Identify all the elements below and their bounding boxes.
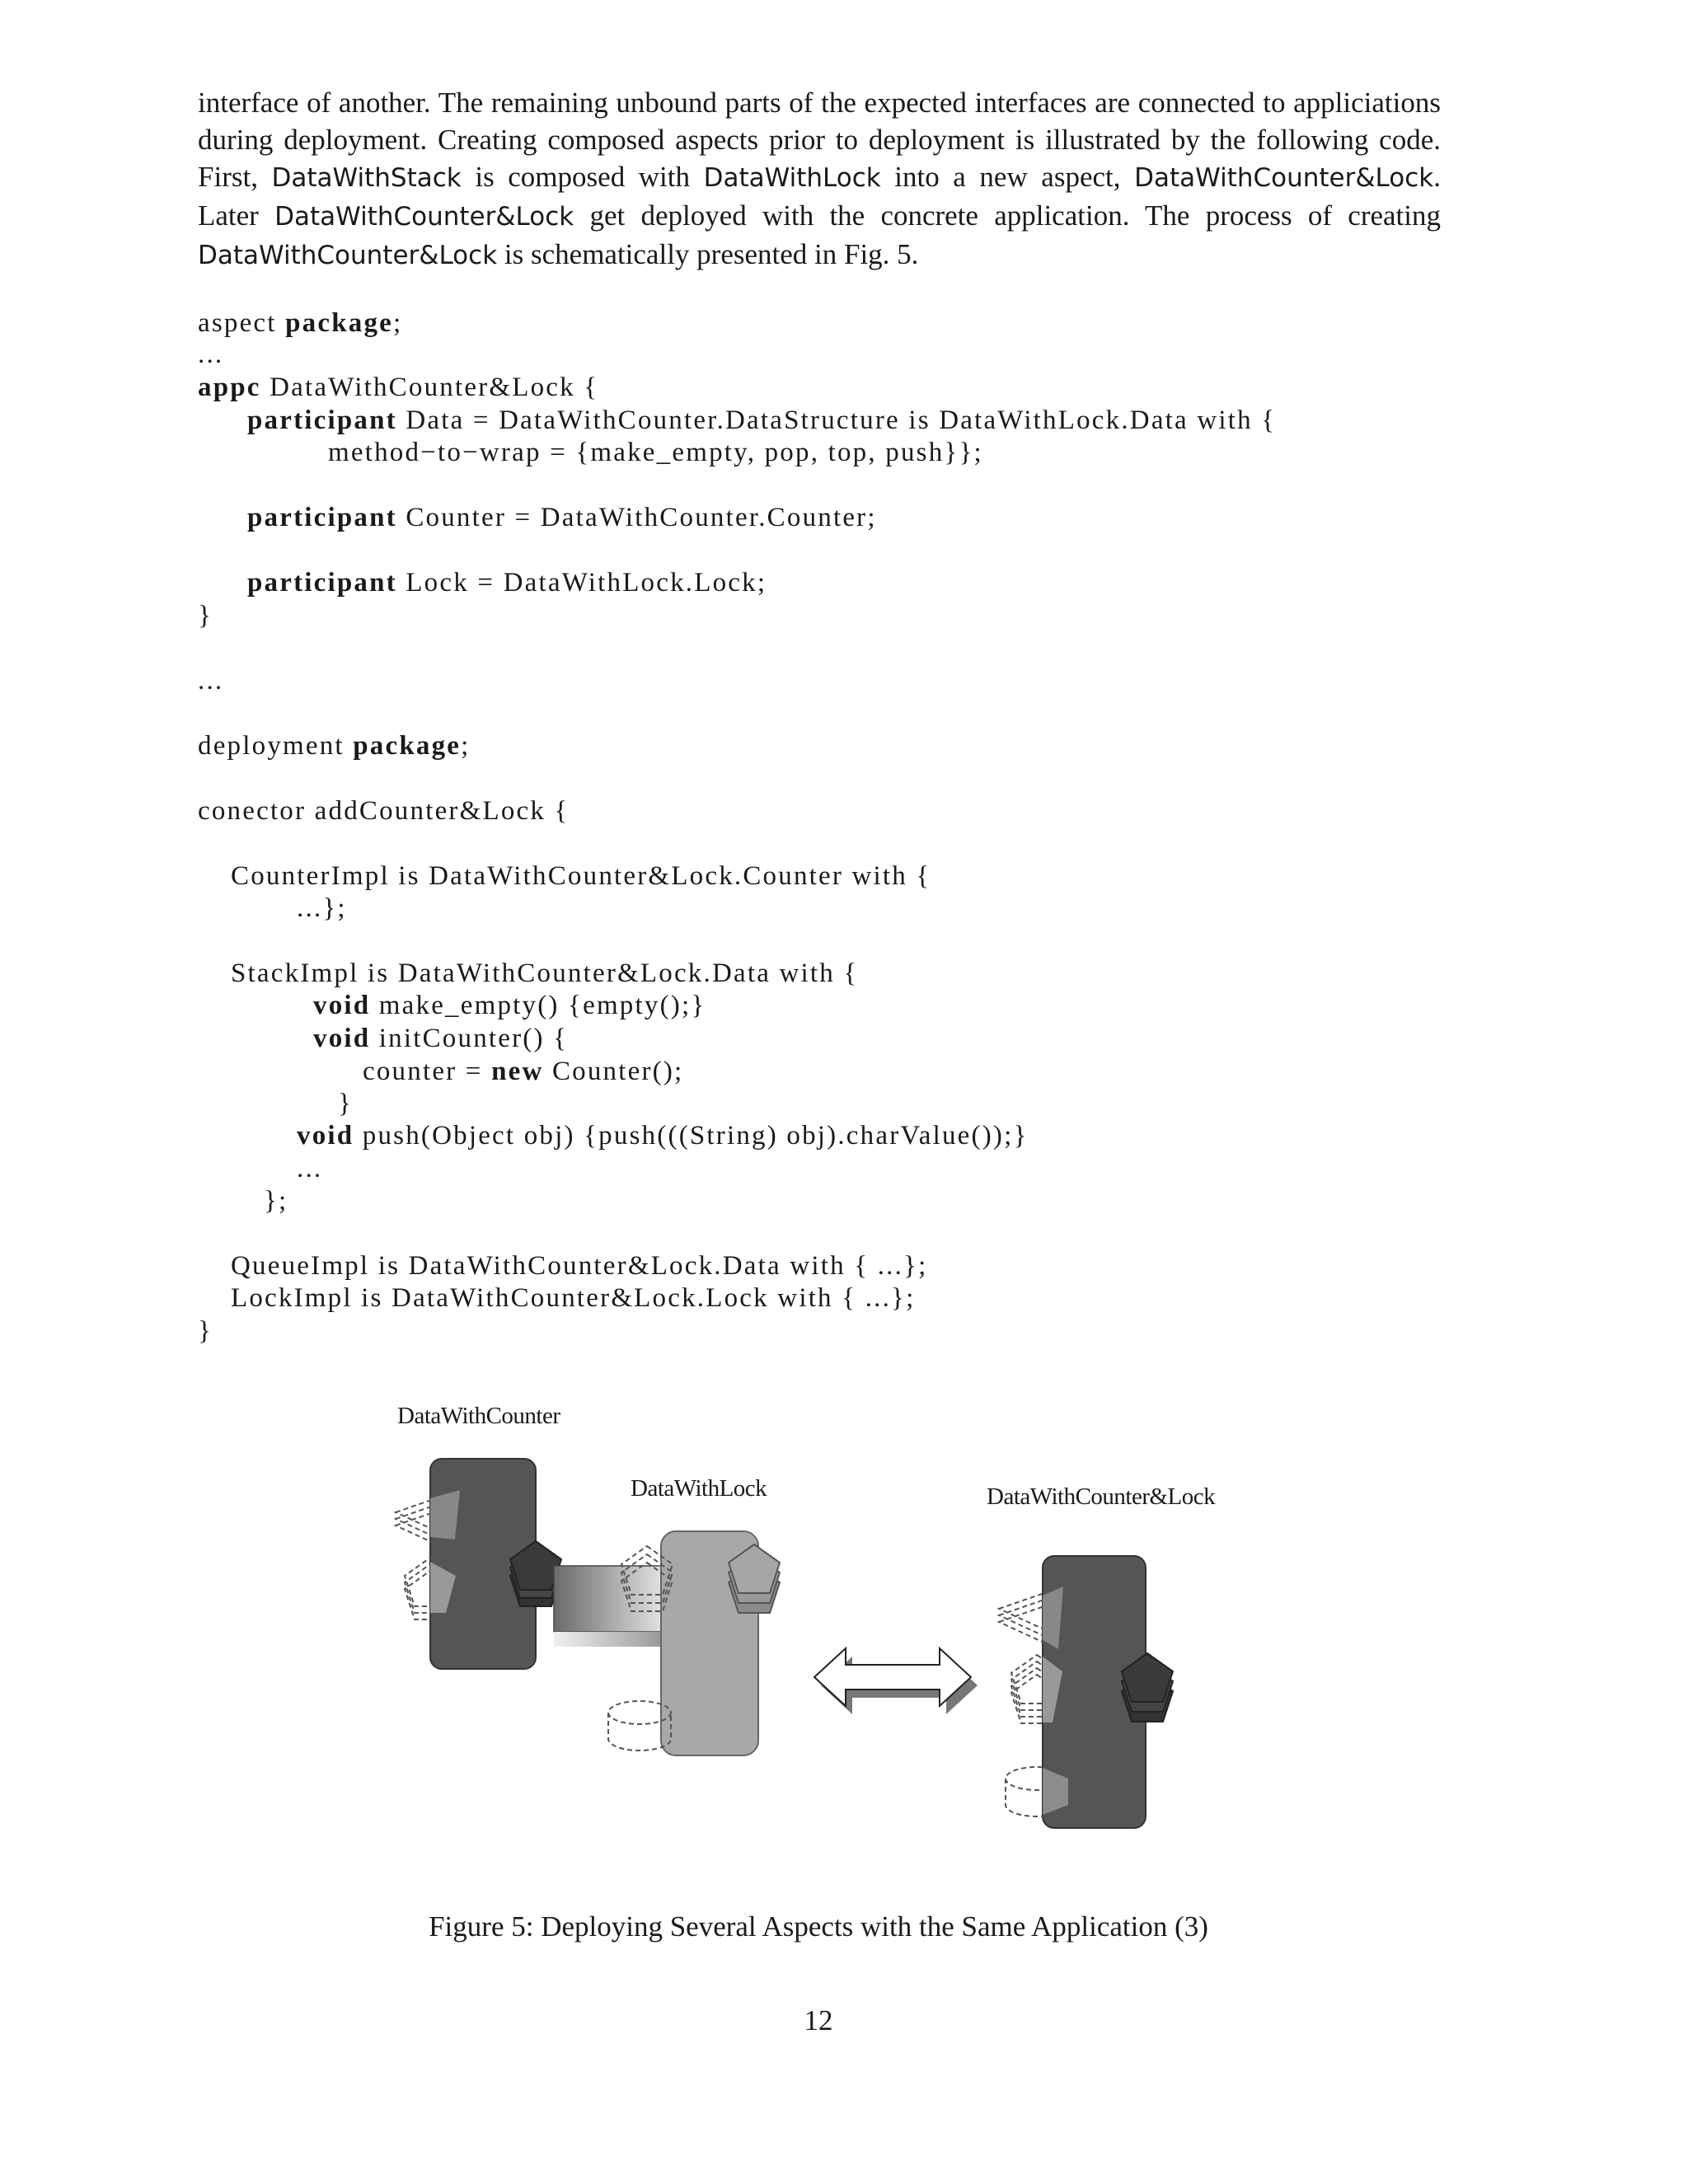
code-line: aspect package; <box>198 308 403 338</box>
composition-connector <box>554 1566 661 1632</box>
code-line: QueueImpl is DataWithCounter&Lock.Data with { ...}; <box>231 1251 928 1281</box>
identifier: DataWithCounter&Lock <box>198 241 498 270</box>
code-line: } <box>338 1089 354 1118</box>
figure-caption: Figure 5: Deploying Several Aspects with the Same Application (3) <box>429 1910 1208 1943</box>
figure-5 <box>363 1393 1286 1854</box>
identifier: DataWithCounter&Lock <box>1134 163 1434 193</box>
code-line: participant Lock = DataWithLock.Lock; <box>247 568 767 598</box>
code-line: participant Counter = DataWithCounter.Counter; <box>247 503 877 532</box>
identifier: DataWithStack <box>271 163 462 193</box>
code-listing <box>198 308 1277 1346</box>
code-line: StackImpl is DataWithCounter&Lock.Data with { <box>231 958 859 988</box>
code-line: } <box>198 601 213 630</box>
code-line: }; <box>264 1186 288 1216</box>
code-line: participant Data = DataWithCounter.DataStructure is DataWithLock.Data with { <box>247 405 1277 435</box>
code-line: void initCounter() { <box>313 1024 569 1053</box>
code-line: ... <box>198 666 224 696</box>
para-text: . Later <box>198 161 1441 232</box>
code-line: CounterImpl is DataWithCounter&Lock.Counter with { <box>231 861 931 891</box>
double-arrow-icon <box>814 1648 978 1714</box>
datawithcounter-aspect <box>396 1459 561 1669</box>
para-text: is composed with <box>461 161 704 193</box>
identifier: DataWithLock <box>703 163 881 193</box>
code-line: ... <box>198 340 224 369</box>
code-line: deployment package; <box>198 731 471 761</box>
code-line: void make_empty() {empty();} <box>313 991 706 1020</box>
code-line: counter = new Counter(); <box>363 1057 684 1086</box>
composition-connector-shadow <box>554 1632 661 1647</box>
code-line: appc DataWithCounter&Lock { <box>198 373 599 402</box>
para-text: get deployed with the concrete application. The process of creating <box>574 199 1442 232</box>
code-line: } <box>198 1316 213 1346</box>
code-line: ...}; <box>297 893 347 923</box>
para-text: into a new aspect, <box>880 161 1135 193</box>
label-datawithlock: DataWithLock <box>631 1475 767 1502</box>
code-line: ... <box>297 1154 323 1183</box>
identifier: DataWithCounter&Lock <box>274 202 574 232</box>
label-datawithcounter-lock: DataWithCounter&Lock <box>987 1483 1216 1510</box>
aspect-composition-diagram <box>363 1393 1286 1854</box>
para-text: is schematically presented in Fig. 5. <box>497 238 919 270</box>
code-line: method−to−wrap = {make_empty, pop, top, push}}; <box>328 438 983 467</box>
label-datawithcounter: DataWithCounter <box>397 1403 560 1429</box>
code-line: void push(Object obj) {push(((String) obj).charValue());} <box>297 1121 1029 1151</box>
page-number: 12 <box>804 2004 833 2036</box>
datawithcounter-lock-aspect <box>999 1556 1173 1828</box>
code-line: conector addCounter&Lock { <box>198 796 570 826</box>
code-line: LockImpl is DataWithCounter&Lock.Lock with { ...}; <box>231 1283 916 1313</box>
para-text: interface of another. The remaining unbound parts of the expected interfaces are connected to appliciations during deployment. Creating composed aspects prior to deployment is illustrated by the following code. First, <box>198 87 1441 193</box>
body-paragraph <box>198 84 1441 274</box>
